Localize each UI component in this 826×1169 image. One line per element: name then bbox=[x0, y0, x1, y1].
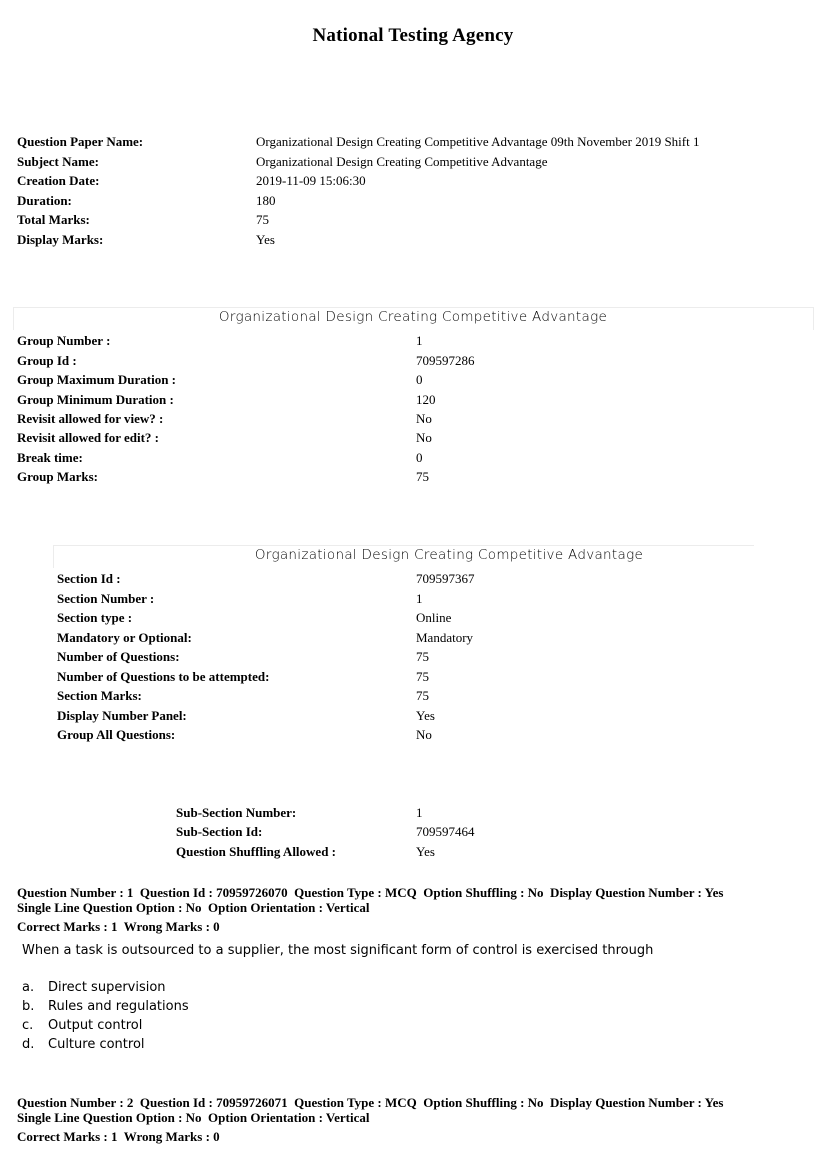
group-info-label: Group Number : bbox=[17, 333, 111, 348]
question-meta-line: Question Number : 1 Question Id : 70959726070 Question Type : MCQ Option Shuffling : No Display Question Number : Yes bbox=[17, 885, 724, 900]
group-info-label: Group Minimum Duration : bbox=[17, 392, 174, 407]
section-info-row bbox=[57, 687, 757, 705]
option-a bbox=[22, 980, 166, 995]
group-info-value: 709597286 bbox=[416, 353, 475, 368]
paper-info-value: 180 bbox=[256, 192, 276, 208]
paper-info-row bbox=[17, 133, 807, 151]
group-info-value: 120 bbox=[416, 392, 436, 407]
paper-info-label: Total Marks: bbox=[17, 212, 90, 227]
subsection-info-label: Question Shuffling Allowed : bbox=[176, 844, 337, 859]
section-banner: Organizational Design Creating Competitive Advantage bbox=[254, 547, 644, 563]
group-info-label: Break time: bbox=[17, 450, 83, 465]
option-key: b. bbox=[22, 999, 35, 1014]
group-info-value: 0 bbox=[416, 450, 423, 465]
section-info-row bbox=[57, 570, 757, 588]
subsection-info-row bbox=[176, 823, 676, 841]
section-info-label: Section Marks: bbox=[57, 688, 142, 703]
paper-info-label: Display Marks: bbox=[17, 231, 104, 247]
section-info-label: Section Number : bbox=[57, 591, 155, 606]
section-info-value: 1 bbox=[416, 591, 423, 606]
paper-info-label: Duration: bbox=[17, 192, 72, 208]
option-text: Rules and regulations bbox=[48, 999, 189, 1014]
option-d bbox=[22, 1037, 145, 1052]
section-info-row bbox=[57, 590, 757, 608]
section-info-row bbox=[57, 726, 757, 744]
paper-info-row bbox=[17, 192, 807, 210]
subsection-info-value: 1 bbox=[416, 805, 423, 820]
group-info-value: 75 bbox=[416, 469, 429, 484]
group-info-row bbox=[17, 449, 807, 467]
group-info-label: Revisit allowed for edit? : bbox=[17, 430, 160, 445]
option-text: Culture control bbox=[48, 1037, 145, 1052]
section-info-row bbox=[57, 707, 757, 725]
section-info-value: Mandatory bbox=[416, 630, 474, 645]
group-info-label: Group Id : bbox=[17, 353, 77, 368]
question-meta-line: Single Line Question Option : No Option Orientation : Vertical bbox=[17, 1109, 370, 1125]
group-info-row bbox=[17, 352, 807, 370]
section-info-value: Online bbox=[416, 610, 452, 625]
section-info-value: 75 bbox=[416, 669, 429, 684]
group-info-row bbox=[17, 391, 807, 409]
group-info-label: Revisit allowed for view? : bbox=[17, 411, 164, 426]
section-info-value: No bbox=[416, 727, 432, 742]
option-b bbox=[22, 999, 189, 1014]
section-info-label: Display Number Panel: bbox=[57, 708, 187, 723]
section-info-label: Number of Questions to be attempted: bbox=[57, 669, 270, 684]
section-info-row bbox=[57, 629, 757, 647]
option-c bbox=[22, 1018, 142, 1033]
paper-info-value: 2019-11-09 15:06:30 bbox=[256, 173, 366, 188]
group-banner: Organizational Design Creating Competitive Advantage bbox=[218, 309, 608, 325]
option-text: Direct supervision bbox=[48, 980, 166, 995]
question-meta-line: Single Line Question Option : No Option Orientation : Vertical bbox=[17, 899, 370, 915]
question-marks: Correct Marks : 1 Wrong Marks : 0 bbox=[17, 919, 220, 934]
section-info-row bbox=[57, 609, 757, 627]
group-info-row bbox=[17, 332, 807, 350]
paper-info-row bbox=[17, 153, 807, 171]
subsection-info-row bbox=[176, 843, 676, 861]
group-info-label: Group Maximum Duration : bbox=[17, 372, 177, 387]
group-info-value: No bbox=[416, 411, 432, 426]
group-info-row bbox=[17, 429, 807, 447]
paper-info-label: Question Paper Name: bbox=[17, 134, 144, 149]
paper-info-row bbox=[17, 211, 807, 229]
option-key: a. bbox=[22, 980, 35, 995]
group-info-label: Group Marks: bbox=[17, 469, 99, 484]
section-info-row bbox=[57, 668, 757, 686]
question-meta-line: Question Number : 2 Question Id : 70959726071 Question Type : MCQ Option Shuffling : No Display Question Number : Yes bbox=[17, 1095, 724, 1110]
question-text: When a task is outsourced to a supplier, the most significant form of control is exercised through bbox=[22, 943, 654, 958]
section-info-label: Section Id : bbox=[57, 571, 121, 586]
section-info-label: Mandatory or Optional: bbox=[57, 630, 192, 645]
group-info-row bbox=[17, 410, 807, 428]
subsection-info-row bbox=[176, 804, 676, 822]
section-info-value: 709597367 bbox=[416, 571, 475, 586]
question-marks: Correct Marks : 1 Wrong Marks : 0 bbox=[17, 1128, 220, 1144]
section-info-label: Group All Questions: bbox=[57, 727, 176, 742]
option-key: d. bbox=[22, 1037, 35, 1052]
subsection-info-value: 709597464 bbox=[416, 824, 475, 839]
paper-info-label: Subject Name: bbox=[17, 153, 99, 169]
section-info-value: 75 bbox=[416, 688, 429, 703]
group-info-value: No bbox=[416, 430, 432, 445]
page-title: National Testing Agency bbox=[312, 25, 514, 46]
subsection-info-label: Sub-Section Id: bbox=[176, 824, 263, 839]
group-info-value: 1 bbox=[416, 333, 423, 348]
group-info-row bbox=[17, 371, 807, 389]
paper-info-value: Yes bbox=[256, 231, 275, 247]
paper-info-row bbox=[17, 231, 807, 249]
group-info-value: 0 bbox=[416, 372, 423, 387]
subsection-info-value: Yes bbox=[416, 844, 435, 859]
section-info-label: Number of Questions: bbox=[57, 649, 180, 664]
paper-info-label: Creation Date: bbox=[17, 173, 100, 188]
section-info-value: Yes bbox=[416, 708, 435, 723]
section-info-label: Section type : bbox=[57, 610, 133, 625]
option-text: Output control bbox=[48, 1018, 143, 1033]
section-info-row bbox=[57, 648, 757, 666]
option-key: c. bbox=[22, 1018, 34, 1033]
subsection-info-label: Sub-Section Number: bbox=[176, 805, 297, 820]
paper-info-value: 75 bbox=[256, 212, 269, 227]
paper-info-row bbox=[17, 172, 807, 190]
paper-info-value: Organizational Design Creating Competitive Advantage bbox=[256, 153, 548, 169]
paper-info-value: Organizational Design Creating Competitive Advantage 09th November 2019 Shift 1 bbox=[256, 134, 700, 149]
group-info-row bbox=[17, 468, 807, 486]
section-info-value: 75 bbox=[416, 649, 429, 664]
